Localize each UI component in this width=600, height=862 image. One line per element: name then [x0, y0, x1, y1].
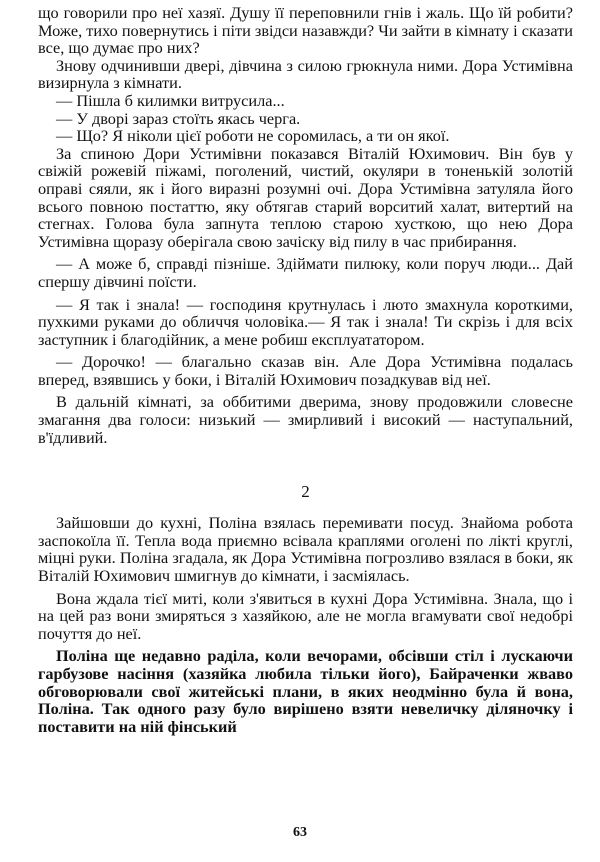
book-page — [38, 4, 573, 735]
dialogue-line: — Пішла б килимки витрусила... — [56, 90, 285, 110]
dialogue-line: — У дворі зараз стоїть якась черга. — [56, 108, 301, 128]
paragraph: Вона ждала тієї миті, коли з'явиться в кухні Дора Устимівна. Знала, що і на цей раз вони змиряться з хазяйкою, але не могла вгамувати свої недобрі почуття до неї. — [38, 588, 573, 643]
page-number: 63 — [293, 825, 307, 840]
paragraph: За спиною Дори Устимівни показався Віталій Юхимович. Він був у свіжій рожевій піжамі, поголений, чистий, окуляри в тоненькій золотій оправі сяяли, як і його виразні розумні очі. Дора Устимівна затуляла його всього повною постаттю, яку обтягав старий ворситий халат, витертий на стегнах. Голова була запнута теплою старою хусткою, що нею Дора Устимівна щоразу оберігала свою зачіску від пилу в час прибирання. — [38, 143, 573, 251]
dialogue-line: — Я так і знала! — господиня крутнулась і люто змахнула короткими, пухкими руками до обличчя чоловіка.— Я так і знала! Ти скрізь і для всіх заступник і благодійник, а мене робиш експлуататором. — [38, 294, 573, 349]
paragraph: В дальній кімнаті, за оббитими дверима, знову продовжили словесне змагання два голоси: низький — змирливий і високий — наступальний, в'їдливий. — [38, 392, 573, 447]
dialogue-line: — Дорочко! — благально сказав він. Але Дора Устимівна подалась вперед, взявшись у боки, і Віталій Юхимович позадкував від неї. — [38, 352, 573, 389]
chapter-number: 2 — [301, 482, 310, 502]
paragraph: Поліна ще недавно раділа, коли вечорами, обсівши стіл і лускаючи гарбузове насіння (хазяйка любила тільки його), Байраченки жваво обговорювали свої житейські плани, в яких неодмінно була й вона, Поліна. Так одного разу було вирішено взяти невеличку діляночку і поставити на ній фінський — [38, 646, 573, 736]
paragraph: що говорили про неї хазяї. Душу її переповнили гнів і жаль. Що їй робити? Може, тихо повернутись і піти звідси назавжди? Чи зайти в кімнату і сказати все, що думає про них? — [38, 3, 573, 58]
paragraph: Зайшовши до кухні, Поліна взялась перемивати посуд. Знайома робота заспокоїла її. Тепла вода приємно всівала краплями оголені по лікті круглі, міцні руки. Поліна згадала, як Дора Устимівна погрозливо взялася в боки, як Віталій Юхимович шмигнув до кімнати, і засміялась. — [38, 513, 573, 586]
dialogue-line: — А може б, справді пізніше. Здіймати пилюку, коли поруч люди... Дай спершу дівчині поїсти. — [38, 254, 573, 291]
dialogue-line: — Що? Я ніколи цієї роботи не соромилась, а ти он якої. — [56, 126, 450, 146]
paragraph: Знову одчинивши двері, дівчина з силою грюкнула ними. Дора Устимівна визирнула з кімнати. — [38, 55, 573, 93]
